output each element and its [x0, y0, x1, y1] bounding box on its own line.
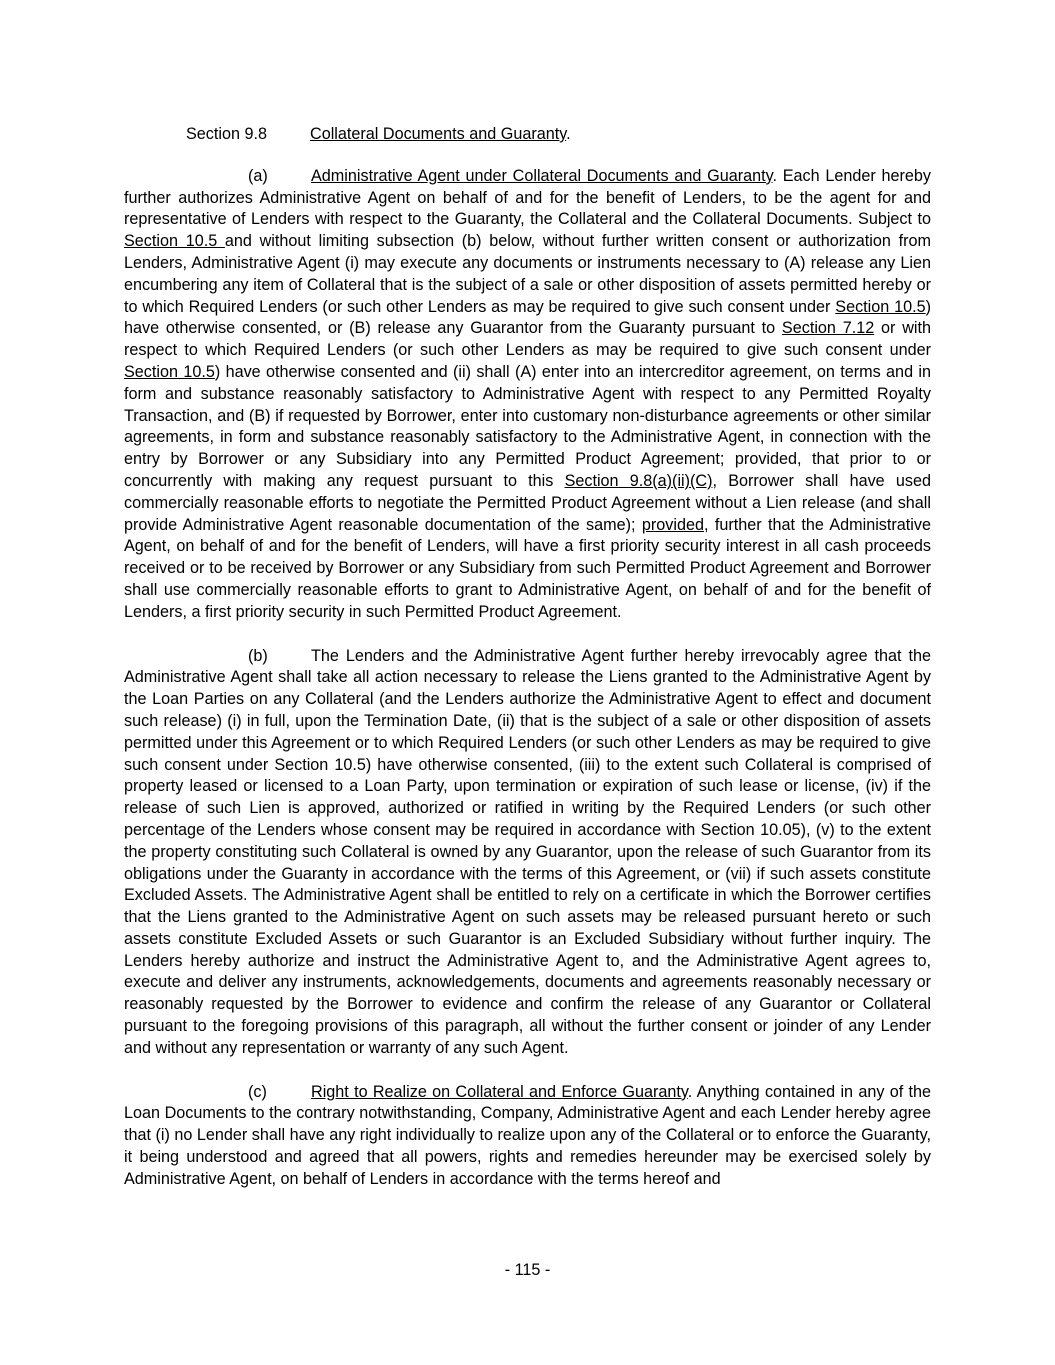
document-page	[124, 124, 931, 1213]
paragraph-c-text: . Anything contained in any of the Loan Documents to the contrary notwithstanding, Company, Administrative Agent and each Lender hereby agree that (i) no Lender shall have any right individually to realize upon any of the Collateral or to enforce the Guaranty, it being understood and agreed that all powers, rights and remedies hereunder may be exercised solely by Administrative Agent, on behalf of Lenders in accordance with the terms hereof and	[124, 1082, 931, 1188]
section-number: Section 9.8	[186, 125, 267, 143]
paragraph-a-marker: (a)	[248, 166, 268, 185]
paragraph-a-text-5: ) have otherwise consented and (ii) shall (A) enter into an intercreditor agreement, on terms and in form and substance reasonably satisfactory to Administrative Agent with respect to any Permitted Royalty Transaction, and (B) if requested by Borrower, enter into customary non-disturbance agreements or other similar agreements, in form and substance reasonably satisfactory to the Administrative Agent, in connection with the entry by Borrower or any Subsidiary into any Permitted Product Agreement; provided, that prior to or concurrently with making any request pursuant to this	[124, 362, 932, 490]
section-reference: Section 10.5	[835, 297, 926, 316]
paragraph-b-marker: (b)	[248, 646, 268, 665]
paragraph-a-text-3: ) have otherwise consented, or (B) release any Guarantor from the Guaranty pursuant to	[124, 297, 931, 338]
paragraph-c-heading: Right to Realize on Collateral and Enforce Guaranty	[311, 1082, 688, 1101]
paragraph-b	[124, 646, 931, 1060]
section-title-period: .	[566, 125, 571, 143]
paragraph-b-text: The Lenders and the Administrative Agent further hereby irrevocably agree that the Administrative Agent shall take all action necessary to release the Liens granted to the Administrative Agent by the Loan Parties on any Collateral (and the Lenders authorize the Administrative Agent to effect and document such release) (i) in full, upon the Termination Date, (ii) that is the subject of a sale or other disposition of assets permitted under this Agreement or to which Required Lenders (or such other Lenders as may be required to give such consent under Section 10.5) have otherwise consented, (iii) to the extent such Collateral is comprised of property leased or licensed to a Loan Party, upon termination or expiration of such lease or license, (iv) if the release of such Lien is approved, authorized or ratified in writing by the Required Lenders (or such other percentage of the Lenders whose consent may be required in accordance with Section 10.05), (v) to the extent the property constituting such Collateral is owned by any Guarantor, upon the release of such Guarantor from its obligations under the Guaranty in accordance with the terms of this Agreement, or (vii) if such assets constitute Excluded Assets. The Administrative Agent shall be entitled to rely on a certificate in which the Borrower certifies that the Liens granted to the Administrative Agent on such assets may be released pursuant hereto or such assets constitute Excluded Assets or such Guarantor is an Excluded Subsidiary without further inquiry. The Lenders hereby authorize and instruct the Administrative Agent to, and the Administrative Agent agrees to, execute and deliver any instruments, acknowledgements, documents and agreements reasonably necessary or reasonably requested by the Borrower to evidence and confirm the release of any Guarantor or Collateral pursuant to the foregoing provisions of this paragraph, all without the further consent or joinder of any Lender and without any representation or warranty of any such Agent.	[124, 646, 931, 1057]
section-heading	[186, 124, 931, 146]
section-reference: Section 10.5	[124, 232, 225, 251]
section-title: Collateral Documents and Guaranty	[310, 125, 567, 143]
paragraph-c-marker: (c)	[248, 1082, 267, 1101]
paragraph-a-text-4: or with respect to which Required Lenders (or such other Lenders as may be required to give such consent under	[124, 319, 931, 360]
section-reference: Section 9.8(a)(ii)(C)	[564, 471, 713, 490]
section-reference: Section 10.5	[124, 362, 215, 381]
paragraph-a-text-1: . Each Lender hereby further authorizes Administrative Agent on behalf of and for the benefit of Lenders, to be the agent for and representative of Lenders with respect to the Guaranty, the Collateral and the Collateral Documents. Subject to	[124, 166, 931, 229]
paragraph-a-heading: Administrative Agent under Collateral Documents and Guaranty	[311, 166, 773, 185]
paragraph-a-text-6: , Borrower shall have used commercially reasonable efforts to negotiate the Permitted Product Agreement without a Lien release (and shall provide Administrative Agent reasonable documentation of the same);	[124, 471, 931, 534]
paragraph-a-text-2: and without limiting subsection (b) below, without further written consent or authorization from Lenders, Administrative Agent (i) may execute any documents or instruments necessary to (A) release any Lien encumbering any item of Collateral that is the subject of a sale or other disposition of assets permitted hereby or to which Required Lenders (or such other Lenders as may be required to give such consent under	[124, 232, 931, 316]
paragraph-c	[124, 1082, 931, 1191]
page-number: - 115 -	[504, 1261, 551, 1279]
paragraph-a	[124, 166, 931, 624]
paragraph-a-text-7: , further that the Administrative Agent, on behalf of and for the benefit of Lenders, will have a first priority security interest in all cash proceeds received or to be received by Borrower or any Subsidiary from such Permitted Product Agreement and Borrower shall use commercially reasonable efforts to grant to Administrative Agent, on behalf of and for the benefit of Lenders, a first priority security in such Permitted Product Agreement.	[124, 515, 931, 621]
provided-term: provided	[641, 515, 704, 534]
section-reference: Section 7.12	[781, 319, 875, 338]
